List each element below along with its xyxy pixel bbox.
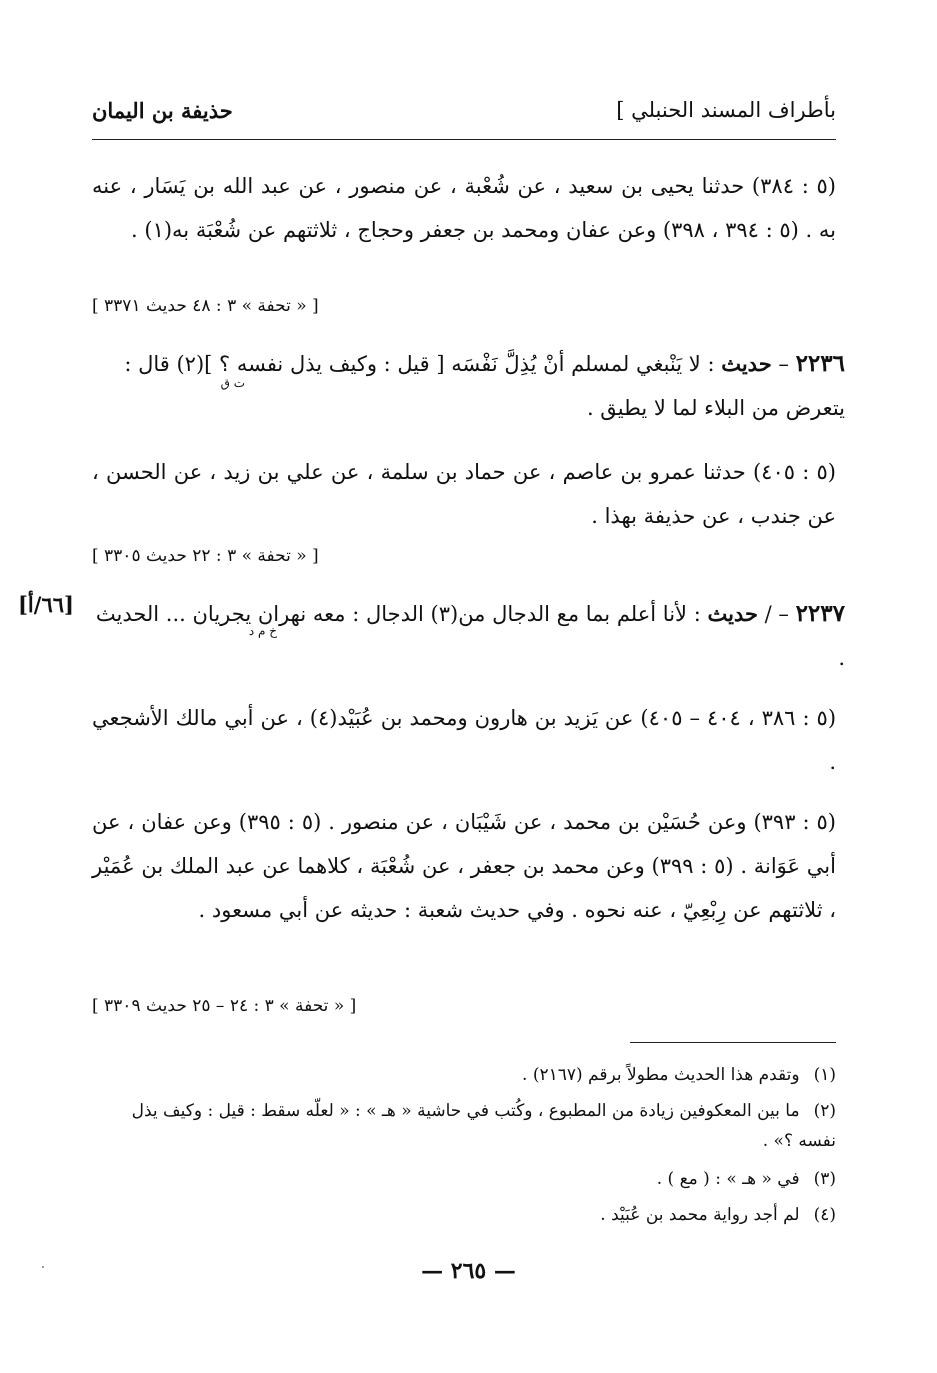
header-rule: [92, 139, 836, 140]
hadith-text: : لأنا أعلم بما مع الدجال من(٣) الدجال : معه نهران يجريان ... الحديث .: [95, 602, 845, 670]
tuhfa-reference-2: [ « تحفة » ٣ : ٢٢ حديث ٣٣٠٥ ]: [92, 546, 319, 566]
tuhfa-reference-1: [ « تحفة » ٣ : ٤٨ حديث ٣٣٧١ ]: [92, 296, 319, 316]
footnote-rule: [630, 1042, 836, 1043]
manuscript-folio-marker: [٦٦/أ]: [18, 592, 74, 617]
hadith-text: : لا يَنْبغي لمسلم أنْ يُذِلَّ نَفْسَه [ قيل : وكيف يذل نفسه ؟ ](٢) قال : يتعرض من البلاء لما لا يطيق .: [124, 352, 845, 420]
section-title: حذيفة بن اليمان: [92, 98, 233, 123]
hadith-2237: ٢٢٣٧ – / حديث : لأنا أعلم بما مع الدجال من(٣) الدجال : معه نهران يجريان ... الحديث .: [95, 600, 845, 670]
footnote-3: (٣)في « هـ » : ( مع ) .: [656, 1169, 836, 1189]
hadith-label: حديث: [721, 351, 772, 376]
running-header: [92, 98, 836, 132]
footnote-1: (١)وتقدم هذا الحديث مطولاً برقم (٢١٦٧) .: [522, 1065, 836, 1085]
hadith-number: ٢٢٣٧: [795, 600, 845, 627]
hadith-sigla: خ م د: [248, 624, 277, 638]
footnote-4: (٤)لم أجد رواية محمد بن عُبَيْد .: [600, 1205, 836, 1225]
scan-speck: [42, 1266, 44, 1268]
chain-paragraph-3: (٥ : ٣٨٦ ، ٤٠٤ – ٤٠٥) عن يَزيد بن هارون ومحمد بن عُبَيْد(٤) ، عن أبي مالك الأشجعي .: [92, 706, 837, 774]
hadith-sigla: ت ق: [220, 376, 245, 390]
hadith-label: حديث: [707, 601, 758, 626]
page-number: — ٢٦٥ —: [421, 1258, 516, 1284]
tuhfa-reference-3: [ « تحفة » ٣ : ٢٤ – ٢٥ حديث ٣٣٠٩ ]: [92, 996, 357, 1016]
chain-paragraph-4: (٥ : ٣٩٣) وعن حُسَيْن بن محمد ، عن شَيْبَان ، عن منصور . (٥ : ٣٩٥) وعن عفان ، عن أبي عَوَانة . (٥ : ٣٩٩) وعن محمد بن جعفر ، عن شُعْبَة ، كلاهما عن عبد الملك بن عُمَيْر ، ثلاثتهم عن رِبْعِيّ ، عنه نحوه . وفي حديث شعبة : حديثه عن أبي مسعود .: [92, 810, 836, 922]
footnote-2: (٢)ما بين المعكوفين زيادة من المطبوع ، وكُتب في حاشية « هـ » : « لعلّه سقط : قيل : وكيف يذل نفسه ؟» .: [131, 1101, 836, 1151]
hadith-number: ٢٢٣٦: [795, 350, 845, 377]
chain-paragraph-2: (٥ : ٤٠٥) حدثنا عمرو بن عاصم ، عن حماد بن سلمة ، عن علي بن زيد ، عن الحسن ، عن جندب ، عن حذيفة بهذا .: [92, 460, 836, 528]
hadith-2236: ٢٢٣٦ – حديث : لا يَنْبغي لمسلم أنْ يُذِلَّ نَفْسَه [ قيل : وكيف يذل نفسه ؟ ](٢) قال : يتعرض من البلاء لما لا يطيق .: [124, 350, 845, 420]
book-title: بأطراف المسند الحنبلي ]: [616, 98, 836, 122]
chain-paragraph-1: (٥ : ٣٨٤) حدثنا يحيى بن سعيد ، عن شُعْبة ، عن منصور ، عن عبد الله بن يَسَار ، عنه به . (٥ : ٣٩٤ ، ٣٩٨) وعن عفان ومحمد بن جعفر وحجاج ، ثلاثتهم عن شُعْبَة به(١) .: [92, 174, 836, 242]
